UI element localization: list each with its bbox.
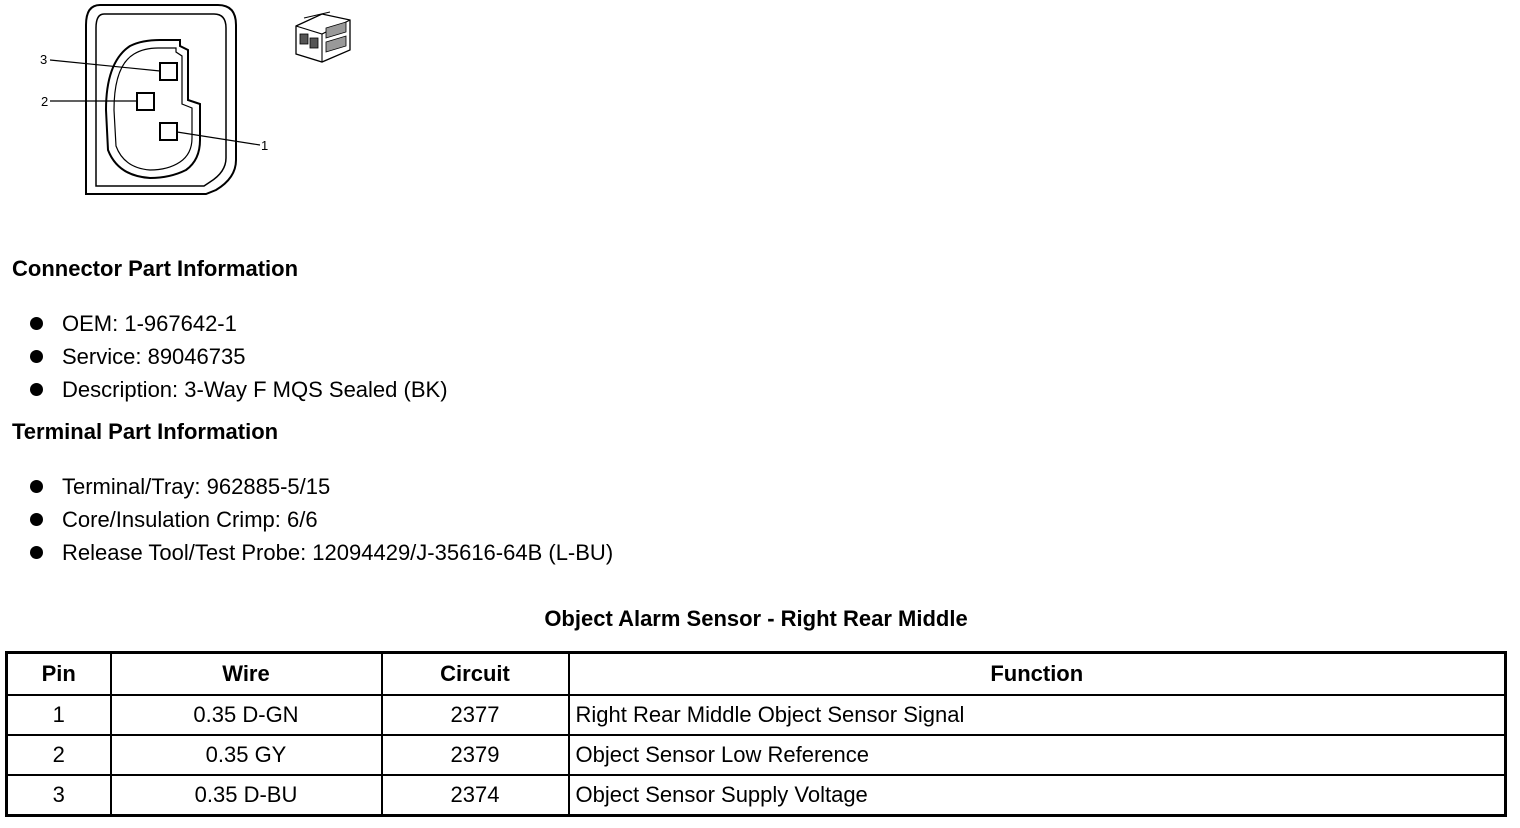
wire-cell: 0.35 D-BU — [111, 775, 382, 816]
column-header-circuit: Circuit — [382, 653, 569, 696]
table-row — [7, 775, 1506, 816]
terminal-part-info-list — [30, 470, 613, 569]
pin-label-3: 3 — [40, 52, 48, 67]
column-header-pin: Pin — [7, 653, 111, 696]
list-item: Description: 3-Way F MQS Sealed (BK) — [30, 373, 448, 406]
cavity-1 — [160, 123, 177, 140]
bullet-icon — [30, 480, 43, 493]
pin-label-1: 1 — [261, 138, 269, 153]
terminal-part-info-heading: Terminal Part Information — [12, 419, 279, 444]
pin-cell: 3 — [7, 775, 111, 816]
bullet-icon — [30, 513, 43, 526]
table-title: Object Alarm Sensor - Right Rear Middle — [544, 606, 968, 631]
connector-part-info-list — [30, 307, 448, 406]
table-header-row — [7, 653, 1506, 696]
list-item: Release Tool/Test Probe: 12094429/J-35616-64B (L-BU) — [30, 536, 613, 569]
circuit-cell: 2374 — [382, 775, 569, 816]
connector-part-info-heading: Connector Part Information — [12, 256, 299, 281]
bullet-icon — [30, 317, 43, 330]
bullet-icon — [30, 383, 43, 396]
pin-table — [5, 651, 1507, 817]
list-item: Core/Insulation Crimp: 6/6 — [30, 503, 613, 536]
function-cell: Object Sensor Low Reference — [569, 735, 1506, 775]
connector-diagram — [0, 0, 380, 210]
cavity-3 — [160, 63, 177, 80]
cavity-2 — [137, 93, 154, 110]
wire-cell: 0.35 GY — [111, 735, 382, 775]
circuit-cell: 2377 — [382, 695, 569, 735]
column-header-wire: Wire — [111, 653, 382, 696]
list-item: Terminal/Tray: 962885-5/15 — [30, 470, 613, 503]
function-cell: Right Rear Middle Object Sensor Signal — [569, 695, 1506, 735]
bullet-icon — [30, 546, 43, 559]
table-row — [7, 735, 1506, 775]
bullet-icon — [30, 350, 43, 363]
table-row — [7, 695, 1506, 735]
connector-face-drawing — [0, 0, 380, 210]
pin-label-2: 2 — [41, 94, 49, 109]
pin-cell: 2 — [7, 735, 111, 775]
column-header-function: Function — [569, 653, 1506, 696]
wire-cell: 0.35 D-GN — [111, 695, 382, 735]
list-item: Service: 89046735 — [30, 340, 448, 373]
list-item: OEM: 1-967642-1 — [30, 307, 448, 340]
pin-cell: 1 — [7, 695, 111, 735]
function-cell: Object Sensor Supply Voltage — [569, 775, 1506, 816]
connector-thumbnail-icon — [296, 12, 350, 62]
circuit-cell: 2379 — [382, 735, 569, 775]
